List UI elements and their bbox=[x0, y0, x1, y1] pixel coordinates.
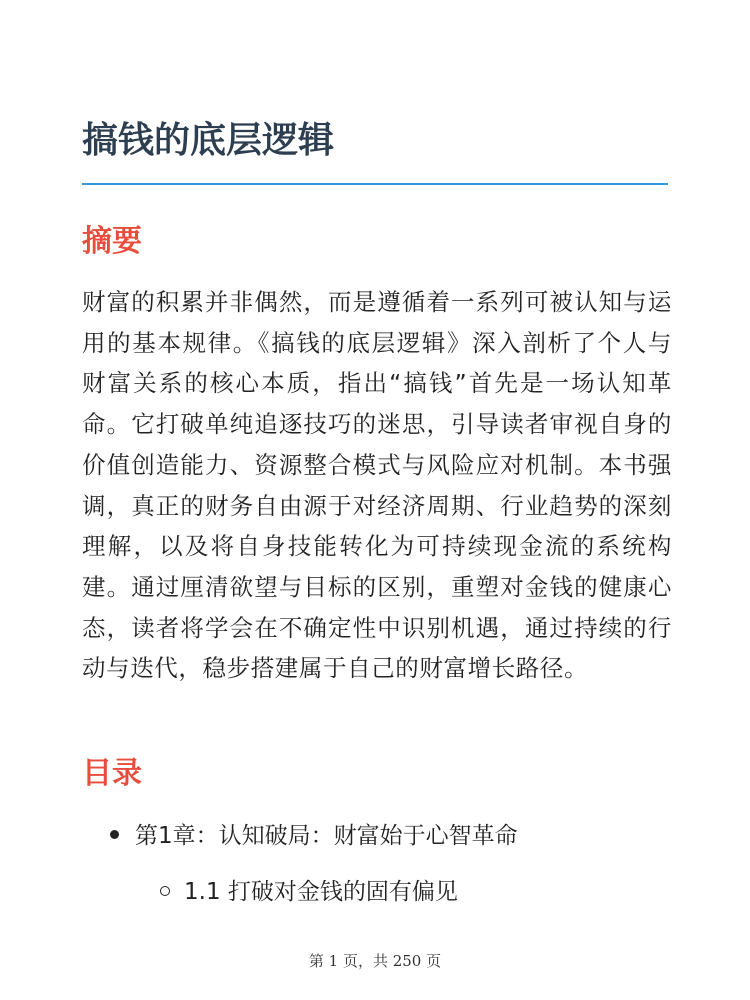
toc-item-label: 1.1 打破对金钱的固有偏见 bbox=[184, 879, 458, 905]
toc-item-section-1-1[interactable] bbox=[160, 876, 458, 908]
toc-heading: 目录 bbox=[82, 756, 142, 791]
toc-item-label: 第1章：认知破局：财富始于心智革命 bbox=[135, 823, 518, 849]
toc-item-chapter-1[interactable] bbox=[110, 820, 518, 852]
page-footer: 第 1 页，共 250 页 bbox=[308, 952, 442, 970]
document-title: 搞钱的底层逻辑 bbox=[82, 120, 335, 161]
circle-bullet-icon bbox=[160, 886, 170, 896]
title-divider bbox=[82, 183, 668, 185]
abstract-text: 财富的积累并非偶然，而是遵循着一系列可被认知与运用的基本规律。《搞钱的底层逻辑》深入剖析了个人与财富关系的核心本质，指出“搞钱”首先是一场认知革命。它打破单纯追逐技巧的迷思，引导读者审视自身的价值创造能力、资源整合模式与风险应对机制。本书强调，真正的财务自由源于对经济周期、行业趋势的深刻理解，以及将自身技能转化为可持续现金流的系统构建。通过厘清欲望与目标的区别，重塑对金钱的健康心态，读者将学会在不确定性中识别机遇，通过持续的行动与迭代，稳步搭建属于自己的财富增长路径。 bbox=[82, 288, 672, 683]
disc-bullet-icon bbox=[110, 830, 119, 839]
abstract-heading: 摘要 bbox=[82, 224, 142, 259]
